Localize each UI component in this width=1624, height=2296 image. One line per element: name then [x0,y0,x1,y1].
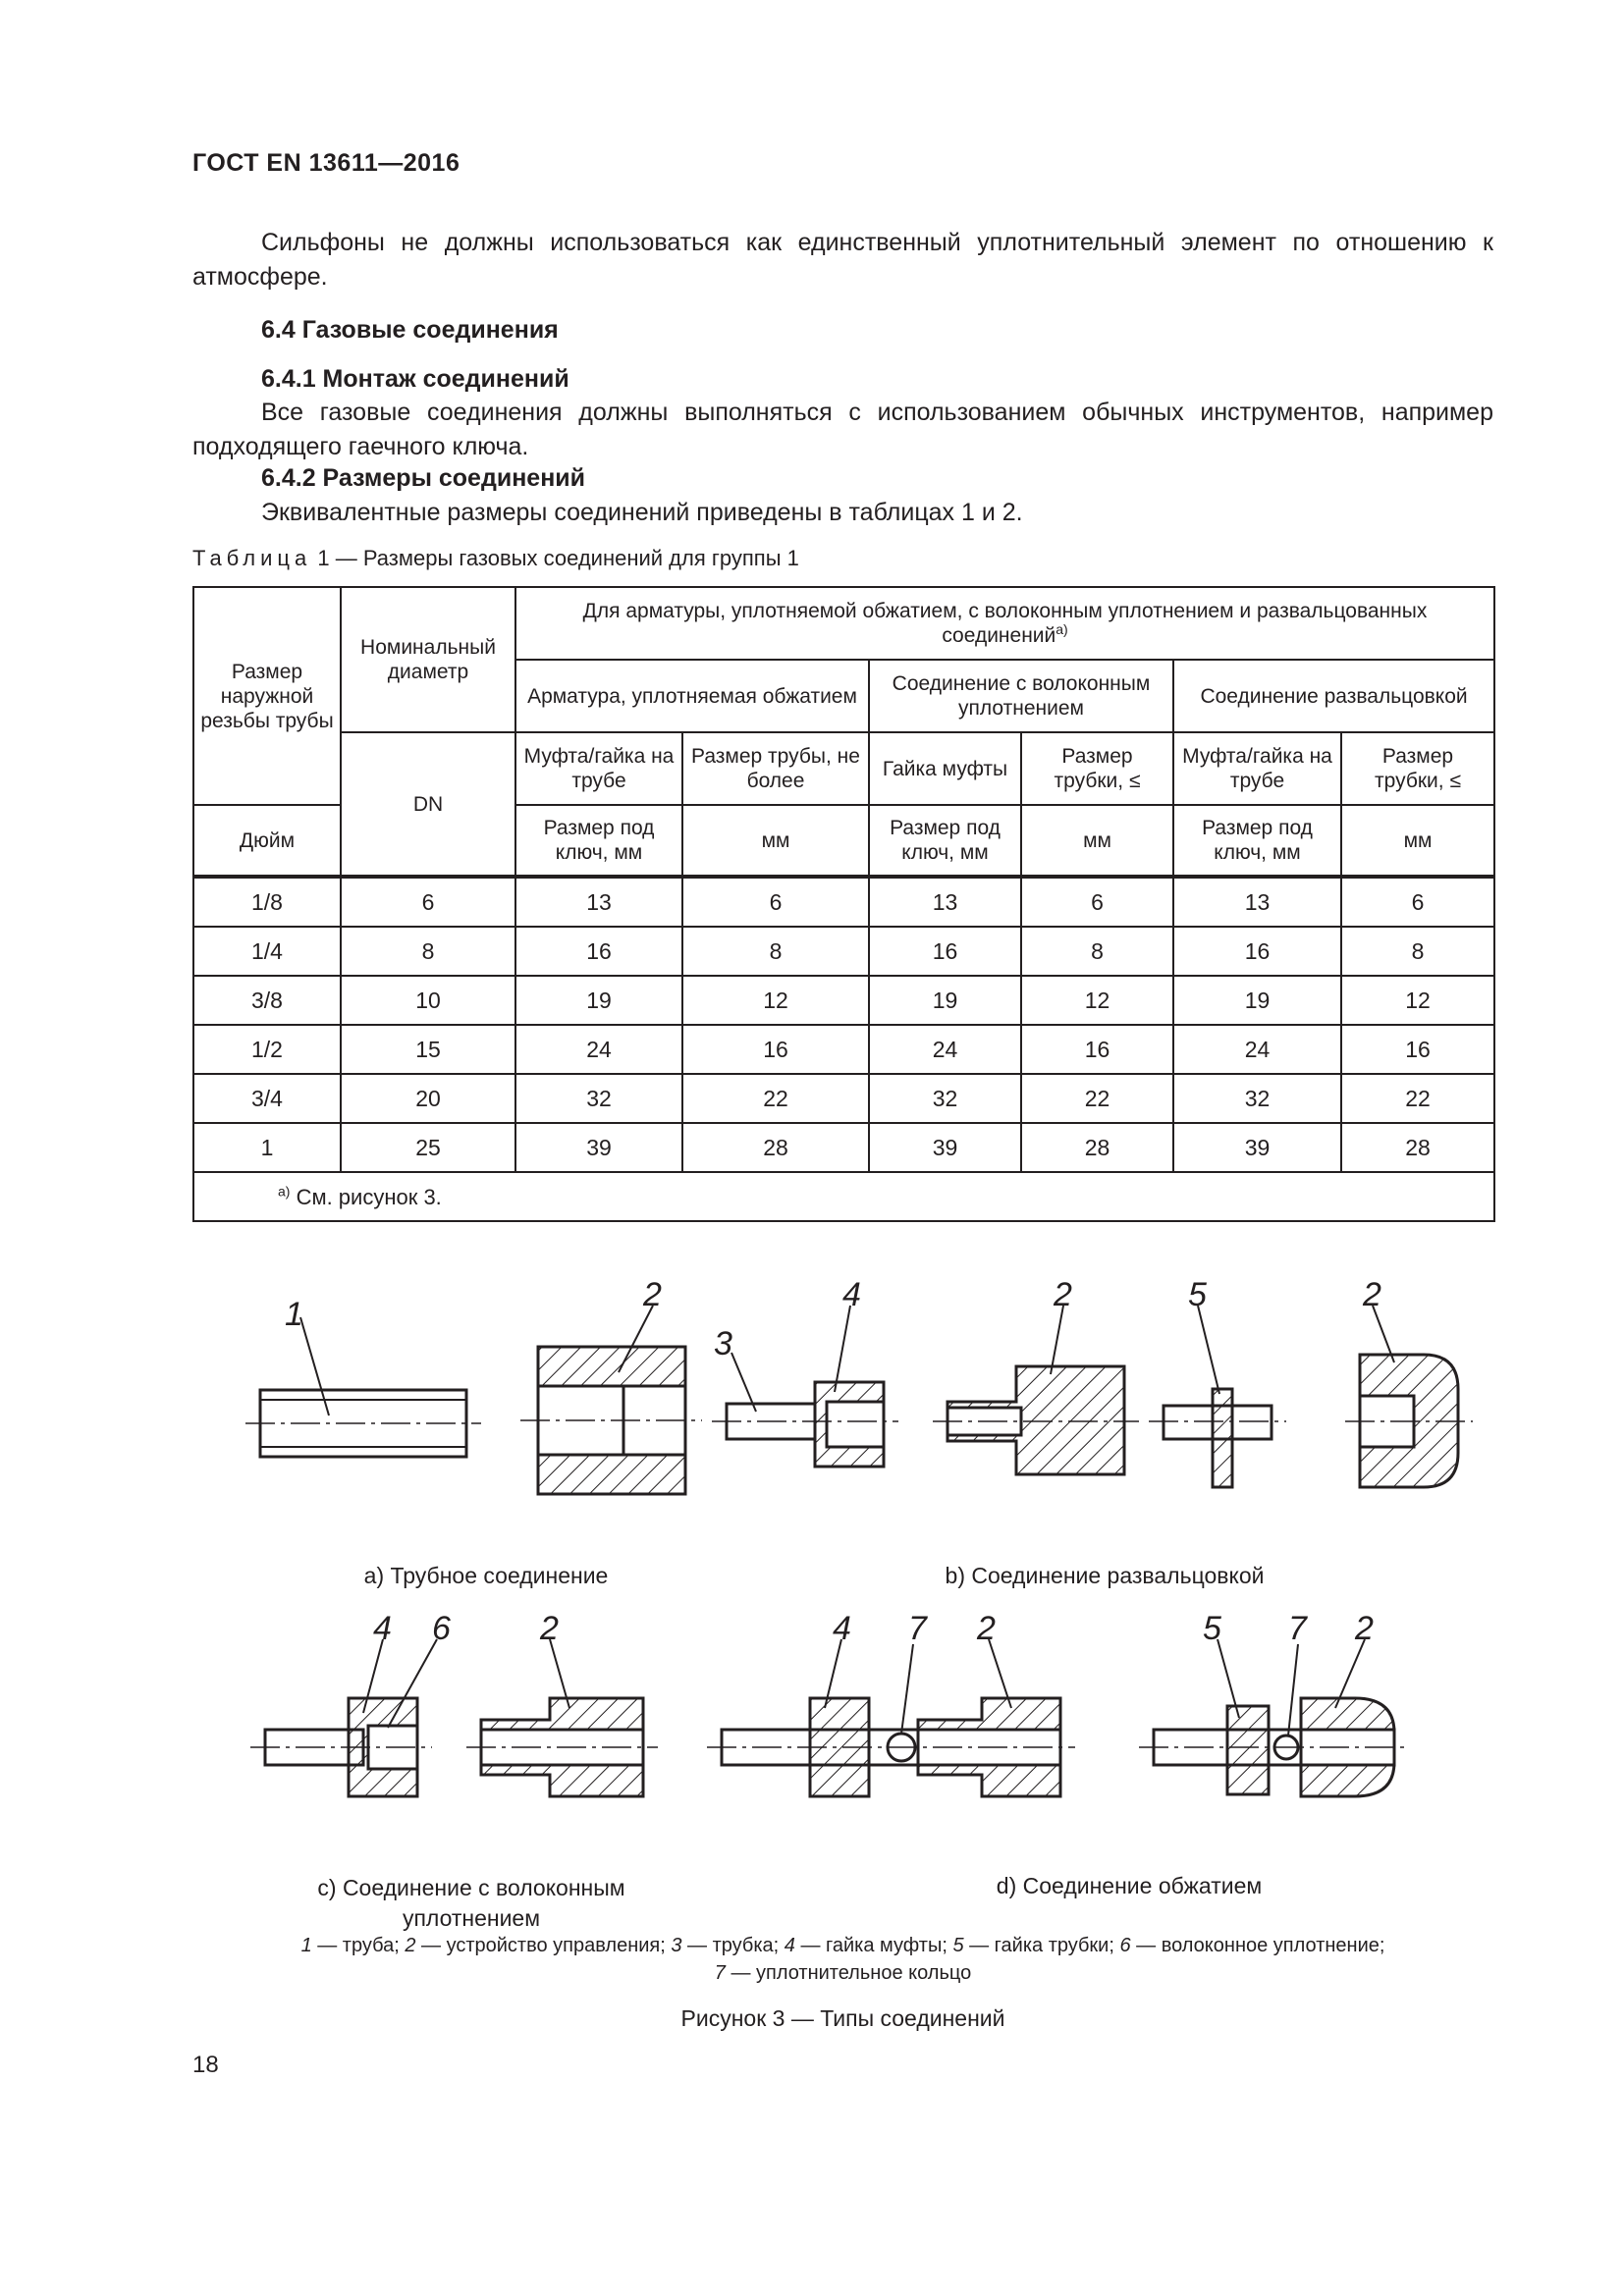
legend-line-2 [192,1959,1493,1987]
footnote-mark: a) [278,1183,291,1200]
cell: 3/4 [193,1074,341,1123]
legend-text: — уплотнительное кольцо [725,1962,972,1984]
header-fiber-tube: Размер трубки, ≤ [1021,732,1173,805]
callout-4: 4 [373,1610,392,1647]
header-compression-pipe: Размер трубы, не более [682,732,869,805]
header-compression: Арматура, уплотняемая обжатием [515,660,869,732]
cell: 24 [1173,1025,1341,1074]
standard-id: ГОСТ EN 13611—2016 [192,149,460,177]
legend-text: — трубка; [681,1935,785,1956]
header-fittings-group [515,587,1494,660]
figure-3-drawings [0,1266,1624,1953]
cell: 32 [869,1074,1021,1123]
unit-mm: мм [1021,805,1173,877]
table-footnote [193,1172,1494,1221]
footnote-text: См. рисунок 3. [290,1184,442,1209]
intro-paragraph: Сильфоны не должны использоваться как единственный уплотнительный элемент по отношению к атмосфере. [192,229,1493,291]
flare-tube-nut-drawing [712,1382,898,1467]
cell: 22 [1341,1074,1494,1123]
cell: 24 [515,1025,682,1074]
cell: 6 [1021,877,1173,927]
unit-mm: мм [682,805,869,877]
legend-line-1 [192,1932,1493,1959]
cell: 32 [1173,1074,1341,1123]
legend-key: 4 [784,1935,795,1956]
cell: 1/8 [193,877,341,927]
cell: 22 [682,1074,869,1123]
callout-2: 2 [643,1276,662,1313]
cell: 1/2 [193,1025,341,1074]
table-row [193,1025,1494,1074]
cell: 28 [682,1123,869,1172]
subcaption-c-line1: c) Соединение с волоконным [317,1875,625,1900]
table-caption-text: 1 — Размеры газовых соединений для группы 1 [311,546,799,570]
subcaption-c-line2: уплотнением [402,1905,541,1931]
cell: 15 [341,1025,515,1074]
legend-text: — волоконное уплотнение; [1130,1935,1385,1956]
compression-fitting-drawing [707,1698,1075,1796]
callout-2: 2 [1363,1276,1381,1313]
flare-fitting-end-drawing [1345,1355,1473,1487]
cell: 39 [1173,1123,1341,1172]
cell: 8 [1021,927,1173,976]
cell: 10 [341,976,515,1025]
callout-3: 3 [714,1325,732,1362]
legend-text: — устройство управления; [415,1935,672,1956]
cell: 24 [869,1025,1021,1074]
unit-mm: мм [1341,805,1494,877]
cell: 16 [682,1025,869,1074]
callout-7: 7 [908,1610,927,1647]
cell: 32 [515,1074,682,1123]
legend-key: 7 [714,1962,726,1984]
section-6-4-2-text: Эквивалентные размеры соединений приведены в таблицах 1 и 2. [261,499,1023,526]
cell: 28 [1341,1123,1494,1172]
fiber-seal-port-drawing [466,1698,658,1796]
cell: 1/4 [193,927,341,976]
cell: 8 [682,927,869,976]
cell: 16 [869,927,1021,976]
table-footnote-row [193,1172,1494,1221]
header-flare-nut: Муфта/гайка на трубе [1173,732,1341,805]
callout-2: 2 [540,1610,559,1647]
leader-lines [300,1306,1394,1735]
unit-key-size: Размер под ключ, мм [869,805,1021,877]
cell: 28 [1021,1123,1173,1172]
header-fittings-group-text: Для арматуры, уплотняемой обжатием, с волоконным уплотнением и развальцованных соединений [582,600,1428,647]
unit-key-size: Размер под ключ, мм [515,805,682,877]
unit-inch: Дюйм [193,805,341,877]
callout-2: 2 [1054,1276,1072,1313]
cell: 13 [869,877,1021,927]
callout-2: 2 [977,1610,996,1647]
cell: 16 [1021,1025,1173,1074]
legend-key: 5 [952,1935,964,1956]
figure-caption: Рисунок 3 — Типы соединений [680,2005,1005,2031]
table-row [193,927,1494,976]
cell: 39 [515,1123,682,1172]
header-flare: Соединение развальцовкой [1173,660,1494,732]
section-6-4-2-title: 6.4.2 Размеры соединений [261,464,586,492]
callout-5: 5 [1203,1610,1221,1647]
legend-key: 2 [405,1935,416,1956]
cell: 12 [682,976,869,1025]
cell: 8 [1341,927,1494,976]
cell: 12 [1021,976,1173,1025]
cell: 6 [341,877,515,927]
figure-legend [192,1932,1493,1987]
table-caption-word: Таблица [192,546,312,570]
header-thread-size: Размер наружной резьбы трубы [193,587,341,805]
header-dn: DN [341,732,515,877]
table-caption [192,546,799,571]
callout-2: 2 [1355,1610,1374,1647]
section-6-4-title: 6.4 Газовые соединения [261,316,559,344]
subcaption-b: b) Соединение развальцовкой [945,1563,1265,1588]
cell: 19 [1173,976,1341,1025]
table-row [193,1074,1494,1123]
cell: 13 [1173,877,1341,927]
unit-key-size: Размер под ключ, мм [1173,805,1341,877]
callout-7: 7 [1288,1610,1307,1647]
subcaption-a: a) Трубное соединение [363,1563,609,1588]
tube-nut-drawing [1149,1389,1286,1487]
cell: 25 [341,1123,515,1172]
subcaption-c [265,1873,677,1934]
section-6-4-1-title: 6.4.1 Монтаж соединений [261,365,569,393]
connection-sizes-table [192,586,1495,1222]
callout-4: 4 [842,1276,861,1313]
legend-key: 1 [300,1935,312,1956]
legend-key: 6 [1119,1935,1131,1956]
table-row [193,1123,1494,1172]
section-6-4-1-text: Все газовые соединения должны выполняться с использованием обычных инструментов, например подходящего гаечного ключа. [192,399,1493,460]
subcaption-d: d) Соединение обжатием [996,1873,1263,1898]
header-compression-nut: Муфта/гайка на трубе [515,732,682,805]
table-row [193,877,1494,927]
cell: 1 [193,1123,341,1172]
flare-port-drawing [933,1366,1139,1474]
header-fiber-seal: Соединение с волоконным уплотнением [869,660,1173,732]
cell: 8 [341,927,515,976]
cell: 16 [1173,927,1341,976]
callout-6: 6 [432,1610,451,1647]
compression-assembly-drawing [1139,1698,1409,1796]
page-number: 18 [192,2052,219,2078]
legend-key: 3 [671,1935,682,1956]
cell: 6 [1341,877,1494,927]
callout-5: 5 [1188,1276,1207,1313]
cell: 16 [1341,1025,1494,1074]
cell: 6 [682,877,869,927]
cell: 12 [1341,976,1494,1025]
cell: 3/8 [193,976,341,1025]
callout-1: 1 [285,1296,303,1333]
fiber-seal-nut-drawing [250,1698,432,1796]
control-device-port-drawing [520,1347,702,1494]
cell: 22 [1021,1074,1173,1123]
cell: 13 [515,877,682,927]
pipe-drawing [245,1390,481,1457]
header-nominal-diameter: Номинальный диаметр [341,587,515,732]
cell: 19 [869,976,1021,1025]
legend-text: — гайка трубки; [963,1935,1120,1956]
legend-text: — гайка муфты; [794,1935,953,1956]
cell: 20 [341,1074,515,1123]
cell: 19 [515,976,682,1025]
header-flare-tube: Размер трубки, ≤ [1341,732,1494,805]
cell: 16 [515,927,682,976]
cell: 39 [869,1123,1021,1172]
legend-text: — труба; [311,1935,406,1956]
header-fiber-nut: Гайка муфты [869,732,1021,805]
callout-4: 4 [833,1610,851,1647]
table-row [193,976,1494,1025]
footnote-ref: a) [1056,621,1068,637]
